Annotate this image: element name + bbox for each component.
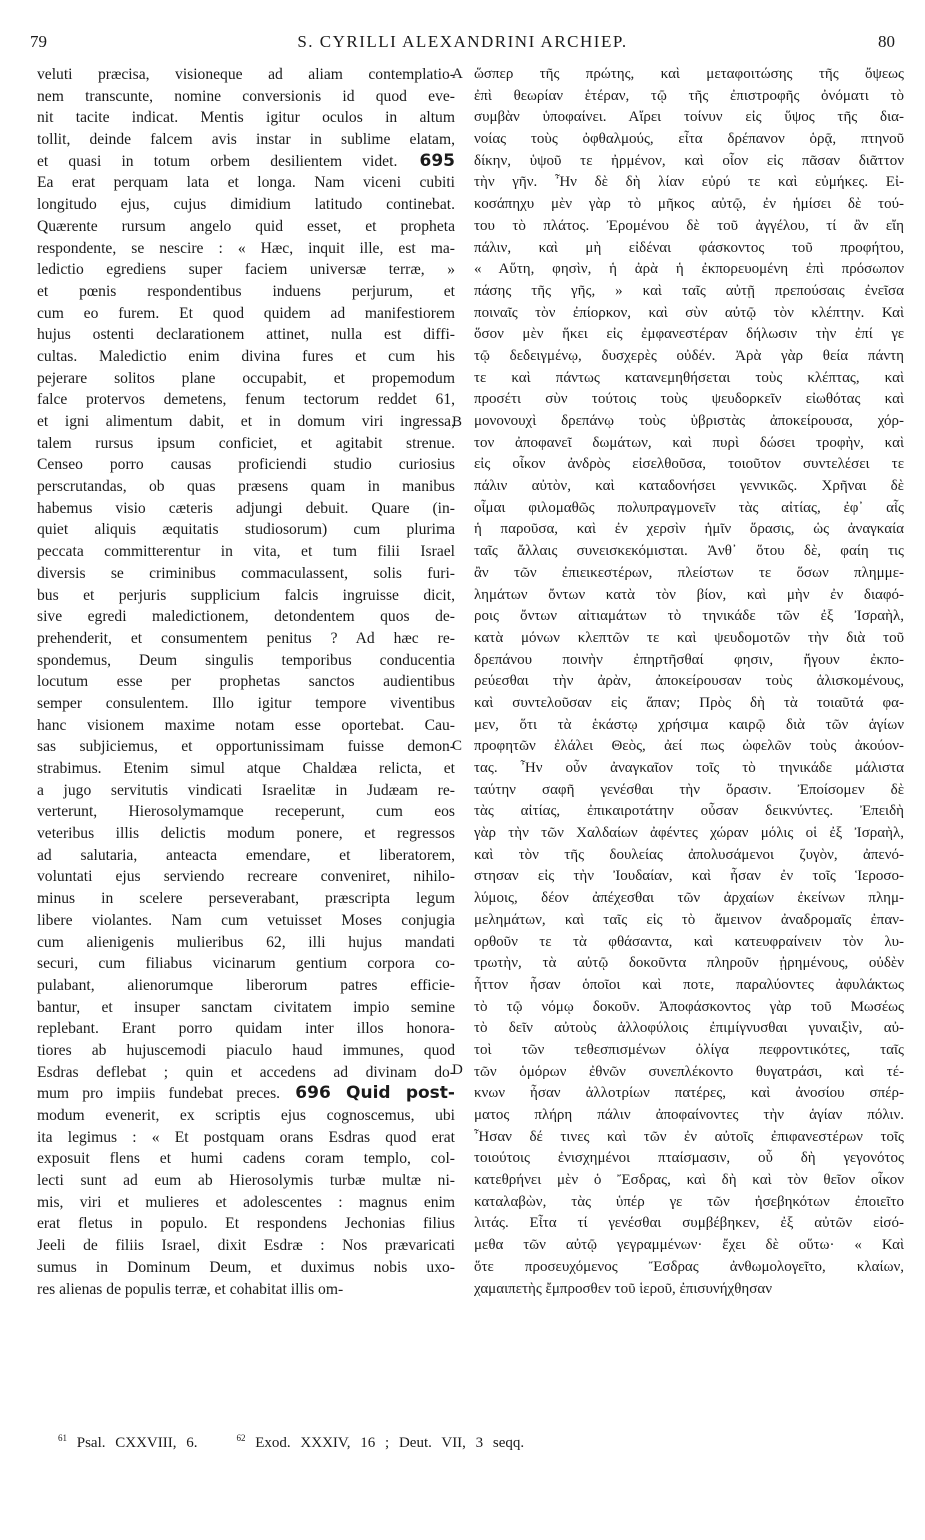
line-text: μεθα τῶν αὐτῷ γεγραμμένων· ἔχει δὲ οὕτω· « Καὶ bbox=[474, 1237, 904, 1254]
running-title: S. CYRILLI ALEXANDRINI ARCHIEP. bbox=[297, 32, 628, 51]
line-text: πάσης τῆς γῆς, » καὶ ταῖς αὐτῇ πρεπούσαις ἐνεῖσα bbox=[474, 282, 904, 299]
line-text: verterunt, Hierosolymamque receperunt, cum eos bbox=[37, 803, 455, 821]
greek-line bbox=[474, 303, 904, 325]
line-text: pulabant, alienorumque liberorum patres efficie- bbox=[37, 976, 455, 994]
greek-line bbox=[474, 1062, 904, 1084]
latin-line bbox=[37, 1257, 455, 1279]
greek-line bbox=[474, 715, 904, 737]
line-text: λημάτων ὄντων κατὰ τὸν βίον, καὶ μὴν ἐν διαφό- bbox=[474, 586, 904, 603]
line-text: exposuit flens et humi cadens coram templo, col- bbox=[37, 1150, 455, 1168]
latin-line bbox=[37, 476, 455, 498]
latin-line bbox=[37, 845, 455, 867]
latin-line bbox=[37, 628, 455, 650]
greek-line bbox=[474, 866, 904, 888]
greek-line bbox=[474, 975, 904, 997]
right-page-number: 80 bbox=[878, 32, 895, 51]
line-tail: 61, bbox=[416, 391, 455, 409]
line-text: πάλιν, καὶ μὴ εἰδέναι φάσκοντος τοῦ προφήτου, bbox=[474, 239, 904, 256]
section-marker-a: A bbox=[452, 66, 463, 82]
line-text: χαμαιπετὴς ἔμπροσθεν τοῦ ἱεροῦ, ἐπισυνήχθησαν bbox=[474, 1280, 772, 1297]
greek-line bbox=[474, 736, 904, 758]
latin-line bbox=[37, 671, 455, 693]
latin-line bbox=[37, 172, 455, 194]
line-text: ματος πλήρη πάλιν ἀποφαίνοντες τὴν ἁγίαν πόλιν. bbox=[474, 1107, 904, 1123]
line-text: Esdras deflebat ; quin et accedens ad divinam do- bbox=[37, 1063, 455, 1081]
line-text: ita legimus : « Et postquam orans Esdras quod erat bbox=[37, 1128, 455, 1146]
line-text: τε καὶ πάντως κατανεμηθήσεται τοὺς κλέπτας, καὶ bbox=[474, 369, 904, 386]
line-text: τρωτὴν, τὰ αὐτῷ δοκοῦντα πληροῦν ᾐρημένους, οὐδὲν bbox=[474, 955, 904, 972]
line-text: prehenderit, et consumentem penitus ? Ad hæc re- bbox=[37, 629, 455, 647]
latin-line bbox=[37, 389, 455, 411]
latin-line bbox=[37, 541, 455, 563]
line-text: οἶμαι φιλομαθῶς πολυπραγμονεῖν τὰς αἰτίας, ἐφ᾽ αἷς bbox=[474, 499, 904, 516]
line-text: συμβὰν ὑποφαίνει. Αἴρει τοίνυν εἰς ὕψος τῆς δια- bbox=[474, 109, 904, 126]
line-text: κοσάπηχυ μὲν γὰρ τὸ μῆκος αὐτῷ, ἐν ἡμίσει δὲ τού- bbox=[474, 196, 904, 213]
greek-line bbox=[474, 801, 904, 823]
section-marker-d: D bbox=[452, 1062, 463, 1078]
latin-line bbox=[37, 997, 455, 1019]
latin-line bbox=[37, 129, 455, 151]
line-text: κατεθρήνει μὲν ὁ Ἔσδρας, καὶ δὴ καὶ τὸν θεῖον οἶκον bbox=[474, 1172, 904, 1189]
line-text: falce protervos demetens, fenum tectorum reddet bbox=[37, 391, 417, 409]
line-text: minus in scelere perseverabant, præscripta legum bbox=[37, 890, 455, 908]
footnote-62-text: Exod. XXXIV, 16 ; Deut. VII, 3 seqq. bbox=[255, 1435, 525, 1451]
greek-line bbox=[474, 693, 904, 715]
latin-line bbox=[37, 650, 455, 672]
latin-line bbox=[37, 975, 455, 997]
latin-line bbox=[37, 801, 455, 823]
line-text: strabimus. Etenim simul atque Chaldæa relicta, et bbox=[37, 760, 455, 777]
greek-line bbox=[474, 454, 904, 476]
footnote-61-mark: 61 bbox=[58, 1433, 67, 1443]
line-text: et quasi in totum orbem desilientem videt. bbox=[37, 152, 398, 170]
line-text: semper consulentem. Illo igitur tempore viventibus bbox=[37, 694, 455, 712]
line-text: τῶν ὁμόρων ἐθνῶν συνεπλέκοντο θυγατράσι, καὶ τέ- bbox=[474, 1063, 904, 1080]
line-text: longitudo ejus, cujus dimidium latitudo continebat. bbox=[37, 196, 455, 214]
latin-line bbox=[37, 910, 455, 932]
line-text: spondemus, Deum singulis temporibus conducentia bbox=[37, 651, 455, 669]
line-text: veluti præcisa, visioneque ad aliam contemplatio- bbox=[37, 66, 455, 83]
line-text: ταῖς ἄλλαις συνεισκεκόμισται. Ἀνθ᾽ ὅτου δὲ, φαίη τις bbox=[474, 543, 904, 560]
latin-line bbox=[37, 519, 455, 541]
latin-line bbox=[37, 888, 455, 910]
greek-line bbox=[474, 1040, 904, 1062]
latin-line bbox=[37, 194, 455, 216]
footnote-62-mark: 62 bbox=[236, 1433, 246, 1443]
line-text: securi, cum filiabus vicinarum gentium corpora co- bbox=[37, 955, 455, 973]
latin-line bbox=[37, 1127, 455, 1149]
latin-line bbox=[37, 1213, 455, 1235]
line-text: στησαν εἰς τὴν Ἰουδαίαν, καὶ ἦσαν ἐν τοῖς Ἱεροσο- bbox=[474, 868, 904, 885]
line-text: τὸ τῷ νόμῳ δοκοῦν. Ἀποφάσκοντος γὰρ τοῦ Μωσέως bbox=[474, 998, 904, 1015]
greek-line bbox=[474, 281, 904, 303]
line-text: cultas. Maledictio enim divina fures et cum his bbox=[37, 347, 455, 365]
latin-line bbox=[37, 151, 455, 173]
latin-line bbox=[37, 1192, 455, 1214]
line-text: δίκην, ὑψοῦ τε ἠρμένον, καὶ οἷον εἰς πᾶσαν διᾶττον bbox=[474, 152, 904, 169]
greek-line bbox=[474, 129, 904, 151]
line-text: quiet aliquis æquitatis studiosorum) cum plurima bbox=[37, 521, 455, 539]
left-page-number: 79 bbox=[30, 32, 47, 51]
line-tail: 695 bbox=[397, 150, 455, 171]
line-text: respondente, se nescire : « Hæc, inquit ille, est ma- bbox=[37, 239, 455, 257]
page-header bbox=[30, 32, 895, 56]
greek-line bbox=[474, 1257, 904, 1279]
latin-line bbox=[37, 498, 455, 520]
line-text: Ea erat perquam lata et longa. Nam viceni cubiti bbox=[37, 174, 455, 192]
greek-line bbox=[474, 324, 904, 346]
line-text: erat fletus in populo. Et respondens Jechonias filius bbox=[37, 1215, 455, 1233]
greek-line bbox=[474, 1148, 904, 1170]
greek-line bbox=[474, 107, 904, 129]
latin-line bbox=[37, 454, 455, 476]
line-text: talem rursus ipsum conficiet, et agitabit strenue. bbox=[37, 434, 455, 452]
greek-line bbox=[474, 346, 904, 368]
line-text: καταλαβὼν, τὰς ὑπέρ γε τῶν ἠσεβηκότων ἐποιεῖτο bbox=[474, 1193, 904, 1210]
greek-line bbox=[474, 64, 904, 86]
greek-line bbox=[474, 606, 904, 628]
line-text: νοίας τοὺς ὀφθαλμούς, εἶτα δρέπανον ὁρᾷ, πτηνοῦ bbox=[474, 131, 904, 148]
greek-line bbox=[474, 628, 904, 650]
line-text: ταύτην σαφῆ γενέσθαι τὴν ὅρασιν. Ἐποίσομεν δὲ bbox=[474, 781, 904, 798]
greek-line bbox=[474, 888, 904, 910]
line-text: res alienas de populis terræ, et cohabitat illis om- bbox=[37, 1280, 344, 1298]
latin-line bbox=[37, 758, 455, 780]
line-text: μεν, ὅτι τὰ ἑκάστῳ χρήσιμα καιρῷ διὰ τῶν ἁγίων bbox=[474, 716, 904, 733]
footnote-61-text: Psal. CXXVIII, 6. bbox=[76, 1435, 198, 1451]
line-text: μονονουχὶ δρεπάνῳ τοὺς ὑβριστὰς ἀποκείρουσα, χόρ- bbox=[474, 413, 904, 429]
line-text: Censeo porro causas proficiendi studio curiosius bbox=[37, 456, 455, 474]
line-text: ad salutaria, anteacta emendare, et liberatorem, bbox=[37, 846, 455, 864]
line-text: voluntati ejus serviendo recreare conveniret, nihilo- bbox=[37, 868, 455, 886]
latin-line bbox=[37, 736, 455, 758]
greek-line bbox=[474, 194, 904, 216]
line-text: ὅσον μὲν ἥκει εἰς ἐμφανεστέραν δήλωσιν τὴν ἐπί γε bbox=[474, 326, 904, 343]
line-text: nem transcunte, nomine conversionis id quod eve- bbox=[37, 87, 455, 105]
latin-line bbox=[37, 303, 455, 325]
line-text: libere violantes. Nam cum vetuisset Moses conjugia bbox=[37, 911, 455, 929]
greek-line bbox=[474, 238, 904, 260]
line-text: nit tacite indicat. Mentis igitur oculos in altum bbox=[37, 109, 455, 127]
section-marker-c: C bbox=[452, 738, 463, 754]
latin-line bbox=[37, 585, 455, 607]
line-text: τας. Ἦν οὖν ἀναγκαῖον τοῖς τὸ τηνικάδε μάλιστα bbox=[474, 760, 904, 776]
line-text: mis, viri et mulieres et adolescentes : magnus enim bbox=[37, 1193, 455, 1211]
line-text: κνων ἦσαν ἀλλοτρίων πατέρες, καὶ ἀνοσίου σπέρ- bbox=[474, 1085, 904, 1102]
line-text: προσέτι σὺν τούτοις τοὺς ψευδορκεῖν εἰωθότας καὶ bbox=[474, 391, 904, 408]
line-text: cum eo furem. Et quod quidem ad manifestiorem bbox=[37, 304, 455, 322]
greek-line bbox=[474, 563, 904, 585]
greek-line bbox=[474, 498, 904, 520]
greek-line bbox=[474, 86, 904, 108]
line-text: προφητῶν ἐλάλει Θεὸς, ἀεί πως ὠφελῶν τοὺς ἀκούον- bbox=[474, 738, 904, 755]
line-text: lecti sunt ad eum ab Hierosolymis turbæ multæ ni- bbox=[37, 1172, 455, 1190]
greek-line bbox=[474, 780, 904, 802]
line-text: hanc visionem maxime notam esse oportebat. Cau- bbox=[37, 716, 455, 734]
line-text: τοὶ τῶν τεθεσπισμένων ὀλίγα πεφροντικότες, ταῖς bbox=[474, 1041, 904, 1058]
line-text: bantur, et insuper sanctam civitatem impio semine bbox=[37, 998, 455, 1016]
line-text: perscrutandas, ob quas præsens quam in manibus bbox=[37, 478, 455, 496]
line-text: καὶ τὸν τῆς δουλείας ἀπολυσάμενοι ζυγὸν, ἀπενό- bbox=[474, 846, 904, 863]
section-marker-b: B bbox=[452, 414, 463, 430]
greek-line bbox=[474, 1279, 904, 1301]
line-text: sas subjiciemus, et opportunissimam fuisse demon- bbox=[37, 738, 455, 756]
latin-line bbox=[37, 606, 455, 628]
greek-line bbox=[474, 519, 904, 541]
line-text: tollit, deinde falcem avis instar in sublime elatam, bbox=[37, 131, 455, 149]
greek-line bbox=[474, 1170, 904, 1192]
line-text: τὰς αἰτίας, ἐπικαιροτάτην οὖσαν δεικνύντες. Ἐπειδὴ bbox=[474, 803, 904, 820]
latin-line bbox=[37, 64, 455, 86]
line-text: ροις ὄντων αἰτιαμάτων τὸ τηνικάδε τῶν ἐξ Ἰσραὴλ, bbox=[474, 608, 904, 625]
latin-line bbox=[37, 238, 455, 260]
line-text: veteribus illis delictis modum ponere, et regressos bbox=[37, 825, 455, 843]
greek-line bbox=[474, 151, 904, 173]
line-text: τον ἀποφανεῖ δωμάτων, καὶ πυρὶ δώσει τροφὴν, καὶ bbox=[474, 434, 904, 451]
greek-line bbox=[474, 216, 904, 238]
latin-line bbox=[37, 1170, 455, 1192]
line-text: τὴν γῆν. Ἦν δὲ δὴ λίαν εὐρύ τε καὶ εὐμήκες. Εἰ- bbox=[474, 174, 904, 191]
line-text: sumus in Dominum Deum, et duximus nobis uxo- bbox=[37, 1258, 455, 1276]
line-text: replebant. Erant porro quidam inter illos honora- bbox=[37, 1020, 455, 1038]
latin-line bbox=[37, 715, 455, 737]
line-text: εἰς οἶκον ἀνδρὸς εἰσελθοῦσα, τοιοῦτον συντελέσει τε bbox=[474, 456, 904, 473]
greek-line bbox=[474, 671, 904, 693]
footnotes bbox=[58, 1433, 524, 1452]
latin-line bbox=[37, 1279, 455, 1301]
greek-line bbox=[474, 932, 904, 954]
line-text: modum evenerit, ex scriptis ejus cognoscemus, ubi bbox=[37, 1107, 455, 1124]
latin-line bbox=[37, 1235, 455, 1257]
line-text: Ἦσαν δέ τινες καὶ τῶν ἐν αὐτοῖς ἐπιφανεστέρων τοῖς bbox=[474, 1128, 904, 1145]
latin-column bbox=[37, 64, 455, 1300]
line-text: ὥσπερ τῆς πρώτης, καὶ μεταφοιτώσης τῆς ὄψεως bbox=[474, 66, 904, 82]
greek-line bbox=[474, 541, 904, 563]
line-text: diversis se criminibus commaculassent, solis furi- bbox=[37, 564, 455, 582]
latin-line bbox=[37, 823, 455, 845]
latin-line bbox=[37, 216, 455, 238]
latin-line bbox=[37, 411, 455, 433]
line-text: καὶ συντελοῦσαν εἰς ἅπαν; Πρὸς δὴ τὰ τοιαῦτά φα- bbox=[474, 694, 904, 711]
latin-line bbox=[37, 1148, 455, 1170]
line-text: ἡ παροῦσα, καὶ ἐν χερσὶν ἡμῖν ὅρασις, ὡς ἀναγκαία bbox=[474, 521, 904, 538]
line-text: δρεπάνου ποινὴν ἐπηρτῆσθαί φησιν, ἤγουν ἐκπο- bbox=[474, 651, 904, 668]
latin-line bbox=[37, 1062, 455, 1084]
latin-line bbox=[37, 1083, 455, 1105]
greek-line bbox=[474, 172, 904, 194]
greek-line bbox=[474, 585, 904, 607]
line-text: ορθοῦν τε τὰ φθάσαντα, καὶ κατευφραίνειν τὸν λυ- bbox=[474, 933, 904, 950]
line-text: τοιούτοις ἐνισχημένοι πταίσμασιν, οὗ δὴ γεγονότος bbox=[474, 1150, 904, 1167]
line-tail: 62, illi hujus mandati bbox=[243, 933, 455, 951]
greek-line bbox=[474, 997, 904, 1019]
greek-line bbox=[474, 259, 904, 281]
line-text: et igni alimentum dabit, et in domum viri ingressa, bbox=[37, 413, 455, 430]
line-text: κατὰ μόνων κλεπτῶν τε καὶ ψευδομοτῶν τὴν διὰ τοῦ bbox=[474, 629, 904, 646]
latin-line bbox=[37, 1018, 455, 1040]
line-text: λύμοις, δέον ἀπέχεσθαι τῶν ἀρχαίων ἐκείνων πλημ- bbox=[474, 890, 904, 907]
line-text: γὰρ τὴν τῶν Χαλδαίων ἀφέντες χώραν μόλις οἱ ἐξ Ἰσραὴλ, bbox=[474, 825, 904, 842]
line-text: μελημάτων, καὶ ταῖς εἰς τὸ ἄμεινον ἀναδρομαῖς ἐπαν- bbox=[474, 911, 904, 928]
line-text: λιτάς. Εἶτα τί γενέσθαι συμβέβηκεν, ἐξ αὐτῶν εἰσό- bbox=[474, 1215, 904, 1232]
line-text: ὅτε προσευχόμενος Ἔσδρας ἀνθωμολογεῖτο, κλαίων, bbox=[474, 1258, 904, 1275]
line-text: pejerare solitos plane occupabit, et propemodum bbox=[37, 369, 455, 387]
latin-line bbox=[37, 1105, 455, 1127]
latin-line bbox=[37, 368, 455, 390]
latin-line bbox=[37, 1040, 455, 1062]
line-text: habemus visio cæteris adjungi debuit. Quare (in- bbox=[37, 499, 455, 517]
line-text: bus et perjuris supplicium falcis ingruisse dicit, bbox=[37, 586, 455, 604]
line-text: peccata committerentur in vita, et tum filii Israel bbox=[37, 543, 455, 561]
greek-line bbox=[474, 1018, 904, 1040]
greek-line bbox=[474, 1127, 904, 1149]
line-text: ledictio egrediens super faciem universæ terræ, » bbox=[37, 261, 455, 279]
latin-line bbox=[37, 433, 455, 455]
line-text: ρεύεσθαι τὴν ἀρὰν, ἀποκείρουσαν τοὺς ἁλισκομένους, bbox=[474, 673, 904, 690]
line-text: « Αὕτη, φησὶν, ἡ ἀρὰ ἡ ἐκπορευομένη ἐπὶ πρόσωπον bbox=[474, 261, 904, 278]
line-tail: 696 Quid post- bbox=[280, 1083, 455, 1104]
latin-line bbox=[37, 780, 455, 802]
greek-line bbox=[474, 1192, 904, 1214]
line-text: ποιναῖς τὸν ἐπίορκον, καὶ σὺν αὐτῷ τὸν κλέπτην. Καὶ bbox=[474, 304, 904, 321]
line-text: πάλιν αὐτὸν, καὶ καταδονήσει γεννικῶς. Χρῆναι δὲ bbox=[474, 478, 904, 495]
greek-line bbox=[474, 823, 904, 845]
greek-column bbox=[474, 64, 904, 1300]
greek-line bbox=[474, 1083, 904, 1105]
line-text: τὸ δεῖν αὐτοὺς ἀλλοφύλοις ἐπιμίγνυσθαι γυναιξὶν, αὐ- bbox=[474, 1020, 904, 1037]
latin-line bbox=[37, 107, 455, 129]
greek-line bbox=[474, 368, 904, 390]
greek-line bbox=[474, 910, 904, 932]
latin-line bbox=[37, 281, 455, 303]
greek-line bbox=[474, 1235, 904, 1257]
latin-line bbox=[37, 86, 455, 108]
latin-line bbox=[37, 259, 455, 281]
line-text: tiores ab hujuscemodi piaculo haud immunes, quod bbox=[37, 1041, 455, 1059]
line-text: mum pro impiis fundebat preces. bbox=[37, 1085, 281, 1103]
line-text: Jeeli de filiis Israel, dixit Esdræ : Nos prævaricati bbox=[37, 1237, 455, 1255]
greek-line bbox=[474, 845, 904, 867]
line-text: hujus ostenti declarationem attinet, nulla est diffi- bbox=[37, 326, 455, 344]
latin-line bbox=[37, 953, 455, 975]
line-text: a jugo servitutis vindicati Israelitæ in Judæam re- bbox=[37, 781, 455, 799]
greek-line bbox=[474, 411, 904, 433]
line-text: cum alienigenis mulieribus bbox=[37, 933, 244, 951]
greek-line bbox=[474, 953, 904, 975]
greek-line bbox=[474, 476, 904, 498]
line-text: Quærente rursum angelo quid esset, et propheta bbox=[37, 217, 455, 235]
latin-line bbox=[37, 346, 455, 368]
greek-line bbox=[474, 650, 904, 672]
greek-line bbox=[474, 1213, 904, 1235]
line-text: ἐπὶ θεωρίαν ἑτέραν, τῷ τῆς ἐπιστροφῆς ὀνόματι τὸ bbox=[474, 87, 904, 104]
latin-line bbox=[37, 932, 455, 954]
greek-line bbox=[474, 1105, 904, 1127]
line-text: locutum esse per prophetas sanctos audientibus bbox=[37, 673, 455, 691]
line-text: ἂν τῶν ἐπιεικεστέρων, πλείστων τε ὅσων πλημμε- bbox=[474, 564, 904, 581]
line-text: ἧττον ἦσαν ὁποῖοι καὶ ποτε, παραλύοντες ἀφυλάκτως bbox=[474, 976, 904, 993]
line-text: sive egredi maledictionem, detondentem quos de- bbox=[37, 608, 455, 626]
line-text: του τὸ πλάτος. Ἐρομένου δὲ τοῦ ἀγγέλου, τί ἂν εἴη bbox=[474, 217, 904, 234]
latin-line bbox=[37, 563, 455, 585]
line-text: τῷ δεδειγμένῳ, δυσχερὲς οὐδέν. Ἀρὰ γὰρ θεία πάντη bbox=[474, 347, 904, 364]
latin-line bbox=[37, 693, 455, 715]
greek-line bbox=[474, 433, 904, 455]
latin-line bbox=[37, 866, 455, 888]
line-text: et pœnis respondentibus induens perjurum, et bbox=[37, 282, 455, 300]
greek-line bbox=[474, 389, 904, 411]
greek-line bbox=[474, 758, 904, 780]
latin-line bbox=[37, 324, 455, 346]
